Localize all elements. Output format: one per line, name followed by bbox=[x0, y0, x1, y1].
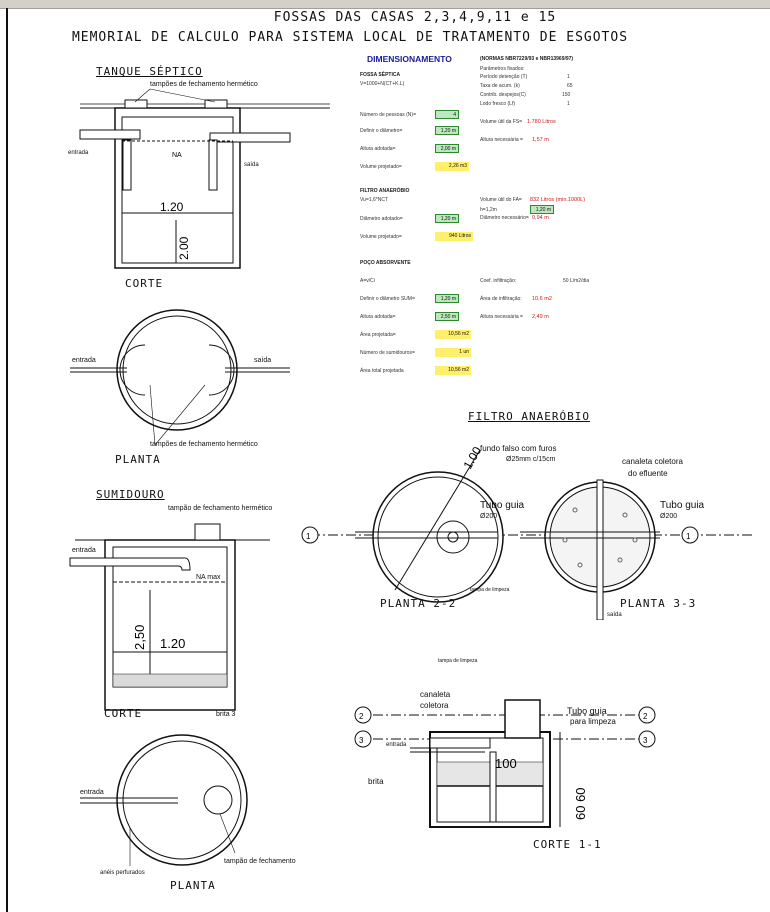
poco-area-total-label: Área total projetada bbox=[360, 368, 404, 374]
poco-altura-input[interactable]: 2,50 m bbox=[435, 312, 459, 321]
filtro-mark-3a: 3 bbox=[359, 736, 364, 745]
tanque-entrada-label: entrada bbox=[68, 150, 89, 156]
filtro-tampa-limpeza-label: tampa de limpeza bbox=[438, 658, 478, 664]
poco-diam-input[interactable]: 1,20 m bbox=[435, 294, 459, 303]
sumidouro-section-drawing bbox=[60, 510, 280, 720]
filtro-volutil-value: 832 Litros (min.1000L) bbox=[530, 197, 586, 203]
tanque-na-label: NA bbox=[172, 152, 182, 159]
fossa-diametro-label: Definir o diâmetro= bbox=[360, 128, 403, 134]
fossa-altura-label: Altura adotada= bbox=[360, 146, 396, 152]
filtro-entrada-label: entrada bbox=[386, 742, 407, 748]
filtro-mark-1a: 1 bbox=[306, 532, 311, 541]
filtro-corte11-label: CORTE 1-1 bbox=[533, 838, 602, 851]
page-subtitle: MEMORIAL DE CALCULO PARA SISTEMA LOCAL DE TRATAMENTO DE ESGOTOS bbox=[71, 30, 629, 45]
fossa-periodo-val: 1 bbox=[567, 74, 570, 80]
fossa-diametro-input[interactable]: 1,20 m bbox=[435, 126, 459, 135]
filtro-tubo-limpeza-label: Tubo guia bbox=[567, 706, 607, 716]
poco-num-value: 1 un bbox=[435, 348, 471, 357]
sumidouro-na-label: NA max bbox=[196, 574, 221, 581]
filtro-diamnec-value: 0,94 m bbox=[532, 215, 549, 221]
filtro-tubo-guia-label: Tubo guia bbox=[480, 500, 525, 511]
sumidouro-plan-tampao: tampão de fechamento bbox=[224, 858, 296, 865]
filtro-dim-100: 1.00 bbox=[460, 444, 485, 472]
poco-coef-label: Coef. infiltração: bbox=[480, 278, 517, 284]
poco-area-total-value: 10,56 m2 bbox=[435, 366, 471, 375]
sheet-border-line bbox=[6, 8, 8, 912]
filtro-planta22-label: PLANTA 2-2 bbox=[380, 597, 457, 610]
poco-area-proj-value: 10,56 m2 bbox=[435, 330, 471, 339]
fossa-volume-label: Volume projetado= bbox=[360, 164, 402, 170]
fossa-heading: FOSSA SÉPTICA bbox=[360, 72, 401, 78]
fossa-volutil-value: 1.780 Litros bbox=[527, 119, 556, 125]
filtro-fundo-label: fundo falso com furos bbox=[480, 444, 557, 453]
fossa-formula: V=1000+N(CT+K.L) bbox=[360, 81, 405, 87]
fossa-pessoas-label: Número de pessoas (N)= bbox=[360, 112, 416, 118]
fossa-pessoas-input[interactable]: 4 bbox=[435, 110, 459, 119]
fossa-contrib-val: 150 bbox=[562, 92, 571, 98]
fossa-taxa: Taxa de acum. (k) bbox=[480, 83, 520, 89]
filtro-brita-label: brita bbox=[368, 777, 384, 786]
poco-num-label: Número de sumidouros= bbox=[360, 350, 415, 356]
tanque-plan-entrada: entrada bbox=[72, 357, 96, 364]
filtro-h-input[interactable]: 1,20 m bbox=[530, 205, 554, 214]
filtro-diam-label: Diâmetro adotado= bbox=[360, 216, 403, 222]
sumidouro-aneis-label: anéis perfurados bbox=[100, 870, 145, 876]
poco-altnec-value: 2,49 m bbox=[532, 314, 549, 320]
sumidouro-corte-label: CORTE bbox=[104, 707, 143, 720]
window-top-bar bbox=[0, 0, 770, 9]
sheet-normas: (NORMAS NBR7229/93 e NBR13969/97) bbox=[480, 56, 574, 62]
poco-heading: POÇO ABSORVENTE bbox=[360, 260, 411, 266]
poco-formula: A=v/Ci bbox=[360, 278, 375, 284]
fossa-altura-input[interactable]: 2,00 m bbox=[435, 144, 459, 153]
tanque-height-dim: 2.00 bbox=[177, 236, 191, 260]
filtro-tampa-label: tampa de limpeza bbox=[470, 587, 510, 593]
tanque-plan-drawing bbox=[65, 305, 305, 455]
filtro-h-label: h=1,2m bbox=[480, 207, 497, 213]
filtro-diam-input[interactable]: 1,20 m bbox=[435, 214, 459, 223]
filtro-plan-drawings bbox=[295, 425, 770, 620]
poco-area-inf-label: Área de infiltração: bbox=[480, 296, 522, 302]
fossa-volume-value: 2,26 m3 bbox=[435, 162, 469, 171]
fossa-lodo-val: 1 bbox=[567, 101, 570, 107]
filtro-section-drawing bbox=[345, 660, 675, 840]
sumidouro-tampao-label: tampão de fechamento hermético bbox=[168, 505, 273, 512]
sheet-title: DIMENSIONAMENTO bbox=[367, 54, 452, 64]
sumidouro-entrada-label: entrada bbox=[72, 547, 96, 554]
filtro-tubo-guia2-label: Tubo guia bbox=[660, 500, 705, 511]
page-title: FOSSAS DAS CASAS 2,3,4,9,11 e 15 bbox=[273, 10, 557, 25]
tanque-plan-tampoes: tampões de fechamento hermético bbox=[150, 441, 258, 448]
poco-altnec-label: Altura necessária = bbox=[480, 314, 523, 320]
poco-diam-label: Definir o diâmetro SUM= bbox=[360, 296, 415, 302]
fossa-altnec-value: 1,57 m bbox=[532, 137, 549, 143]
filtro-canaleta-coletora-label2: coletora bbox=[420, 701, 449, 710]
tanque-heading: TANQUE SÉPTICO bbox=[96, 65, 203, 78]
dimensionamento-sheet bbox=[355, 52, 645, 382]
fossa-taxa-val: 65 bbox=[567, 83, 573, 89]
fossa-params-title: Parâmetros fixados: bbox=[480, 66, 525, 72]
filtro-canaleta-coletora-label: canaleta bbox=[420, 690, 451, 699]
filtro-mark-2b: 2 bbox=[643, 712, 648, 721]
sumidouro-heading: SUMIDOURO bbox=[96, 488, 165, 501]
fossa-altnec-label: Altura necessária = bbox=[480, 137, 523, 143]
fossa-lodo: Lodo fresco (Lf) bbox=[480, 101, 516, 107]
filtro-volutil-label: Volume útil do FA= bbox=[480, 197, 522, 203]
sumidouro-plan-drawing bbox=[70, 728, 320, 878]
filtro-heading-drawing: FILTRO ANAERÓBIO bbox=[468, 410, 590, 423]
sumidouro-brita-label: brita 3 bbox=[216, 711, 236, 718]
tanque-saida-label: saída bbox=[244, 162, 259, 168]
filtro-mark-1b: 1 bbox=[686, 532, 691, 541]
filtro-volume-label: Volume projetado= bbox=[360, 234, 402, 240]
tanque-plan-saida: saída bbox=[254, 357, 272, 364]
filtro-diamnec-label: Diâmetro necessário= bbox=[480, 215, 529, 221]
sumidouro-height-dim: 2,50 bbox=[132, 624, 147, 650]
filtro-heading: FILTRO ANAERÓBIO bbox=[360, 188, 410, 194]
filtro-saida-label: saída bbox=[607, 612, 622, 618]
filtro-formula: Vu=1,6*NCT bbox=[360, 197, 389, 203]
filtro-tubo-limpeza-label2: para limpeza bbox=[570, 717, 616, 726]
sumidouro-plan-entrada: entrada bbox=[80, 789, 104, 796]
filtro-tubo-guia-diam: Ø200 bbox=[480, 513, 498, 520]
filtro-dim-100b: 100 bbox=[495, 756, 517, 771]
sumidouro-planta-label: PLANTA bbox=[170, 879, 216, 892]
poco-area-proj-label: Área projetada= bbox=[360, 332, 396, 338]
filtro-fundo-label2: Ø25mm c/15cm bbox=[506, 456, 556, 463]
filtro-tubo-guia2-diam: Ø200 bbox=[660, 513, 678, 520]
tanque-tampoes-label: tampões de fechamento hermético bbox=[150, 81, 258, 88]
filtro-planta33-label: PLANTA 3-3 bbox=[620, 597, 697, 610]
poco-altura-label: Altura adotada= bbox=[360, 314, 396, 320]
tanque-section-drawing bbox=[60, 75, 350, 295]
filtro-mark-3b: 3 bbox=[643, 736, 648, 745]
filtro-canaleta-label2: do efluente bbox=[628, 469, 668, 478]
fossa-volutil-label: Volume útil da FS= bbox=[480, 119, 523, 125]
filtro-mark-2a: 2 bbox=[359, 712, 364, 721]
poco-coef-value: 50 L/m2/dia bbox=[563, 278, 590, 284]
fossa-periodo: Período detenção (T) bbox=[480, 74, 528, 80]
sumidouro-width-dim: 1.20 bbox=[160, 636, 186, 651]
poco-area-inf-value: 10,6 m2 bbox=[532, 296, 552, 302]
fossa-contrib: Contrib. despejos(C) bbox=[480, 92, 526, 98]
filtro-dim-60: 60 60 bbox=[573, 787, 588, 820]
tanque-width-dim: 1.20 bbox=[160, 200, 184, 214]
tanque-corte-label: CORTE bbox=[125, 277, 164, 290]
filtro-canaleta-label: canaleta coletora bbox=[622, 457, 683, 466]
tanque-planta-label: PLANTA bbox=[115, 453, 161, 466]
filtro-volume-value: 940 Litros bbox=[435, 232, 473, 241]
